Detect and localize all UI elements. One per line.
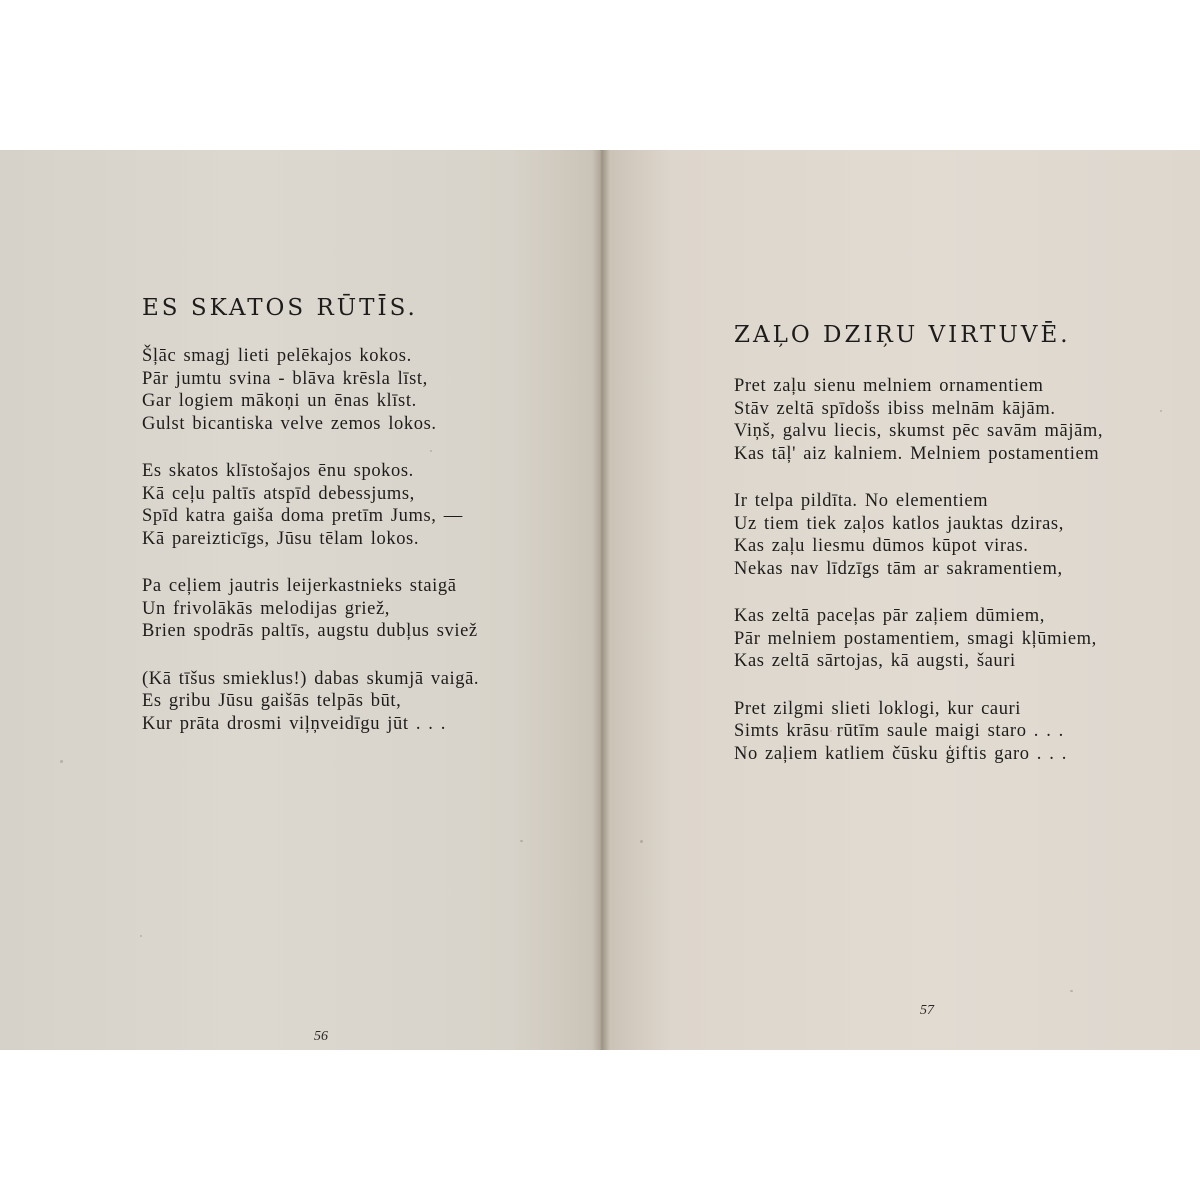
poem-line: Pret zilgmi slieti loklogi, kur cauri	[734, 698, 1022, 719]
poem-line: Brien spodrās paltīs, augstu dubļus sviež	[142, 621, 478, 641]
stanza	[142, 668, 479, 736]
paper-speck	[1160, 410, 1162, 412]
poem-line: Šļāc smagj lieti pelēkajos kokos.	[142, 346, 412, 366]
paper-speck	[140, 935, 142, 937]
right-page-title: ZAĻO DZIŖU VIRTUVĒ.	[734, 322, 1071, 348]
poem-line: Stāv zeltā spīdošs ibiss melnām kājām.	[734, 398, 1056, 419]
poem-line: Pret zaļu sienu melniem ornamentiem	[734, 376, 1044, 396]
poem-line: Viņš, galvu liecis, skumst pēc savām mājām,	[734, 421, 1104, 441]
right-page	[600, 150, 1200, 1050]
poem-line: Simts krāsu rūtīm saule maigi staro . . .	[734, 721, 1064, 741]
stanza	[142, 460, 479, 550]
stanza	[734, 698, 1103, 766]
poem-line: Gar logiem mākoņi un ēnas klīst.	[142, 391, 417, 411]
page-number: 57	[920, 1003, 934, 1018]
stanza	[142, 345, 479, 435]
poem-line: Ir telpa pildīta. No elementiem	[734, 491, 989, 511]
poem-line: Nekas nav līdzīgs tām ar sakramentiem,	[734, 558, 1063, 579]
poem-line: Spīd katra gaiša doma pretīm Jums, —	[142, 506, 463, 526]
poem-line: Pa ceļiem jautris leijerkastnieks staigā	[142, 576, 457, 596]
poem-line: Es skatos klīstošajos ēnu spokos.	[142, 461, 414, 481]
poem-line: Kas tāļ' aiz kalniem. Melniem postamentiem	[734, 443, 1100, 464]
poem-line: Uz tiem tiek zaļos katlos jauktas dziras,	[734, 513, 1064, 534]
stanza	[734, 490, 1103, 580]
poem-line: Kā ceļu paltīs atspīd debessjums,	[142, 483, 415, 504]
poem-line: Gulst bicantiska velve zemos lokos.	[142, 413, 437, 434]
paper-speck	[60, 760, 63, 763]
page-number: 56	[314, 1029, 328, 1044]
paper-speck	[520, 840, 523, 842]
poem-line: Pār melniem postamentiem, smagi kļūmiem,	[734, 628, 1097, 649]
poem-line: Kas zaļu liesmu dūmos kūpot viras.	[734, 536, 1029, 556]
left-page	[0, 150, 600, 1050]
paper-speck	[640, 840, 643, 843]
poem-line: Es gribu Jūsu gaišās telpās būt,	[142, 691, 402, 711]
stanza	[734, 605, 1103, 673]
poem-line: (Kā tīšus smieklus!) dabas skumjā vaigā.	[142, 668, 480, 689]
poem-line: Kas zeltā sārtojas, kā augsti, šauri	[734, 651, 1016, 671]
poem-line: Kur prāta drosmi viļņveidīgu jūt . . .	[142, 713, 446, 734]
paper-speck	[1070, 990, 1073, 992]
left-page-title: ES SKATOS RŪTĪS.	[142, 295, 418, 321]
left-poem	[142, 345, 479, 760]
stanza	[142, 575, 479, 643]
book-spread	[0, 150, 1200, 1050]
poem-line: Un frivolākās melodijas griež,	[142, 598, 390, 619]
right-poem	[734, 375, 1103, 790]
poem-line: Pār jumtu svina - blāva krēsla līst,	[142, 368, 428, 389]
book-gutter	[592, 150, 610, 1050]
poem-line: Kā pareizticīgs, Jūsu tēlam lokos.	[142, 528, 420, 549]
poem-line: Kas zeltā paceļas pār zaļiem dūmiem,	[734, 606, 1046, 626]
poem-line: No zaļiem katliem čūsku ģiftis garo . . .	[734, 743, 1067, 764]
stanza	[734, 375, 1103, 465]
